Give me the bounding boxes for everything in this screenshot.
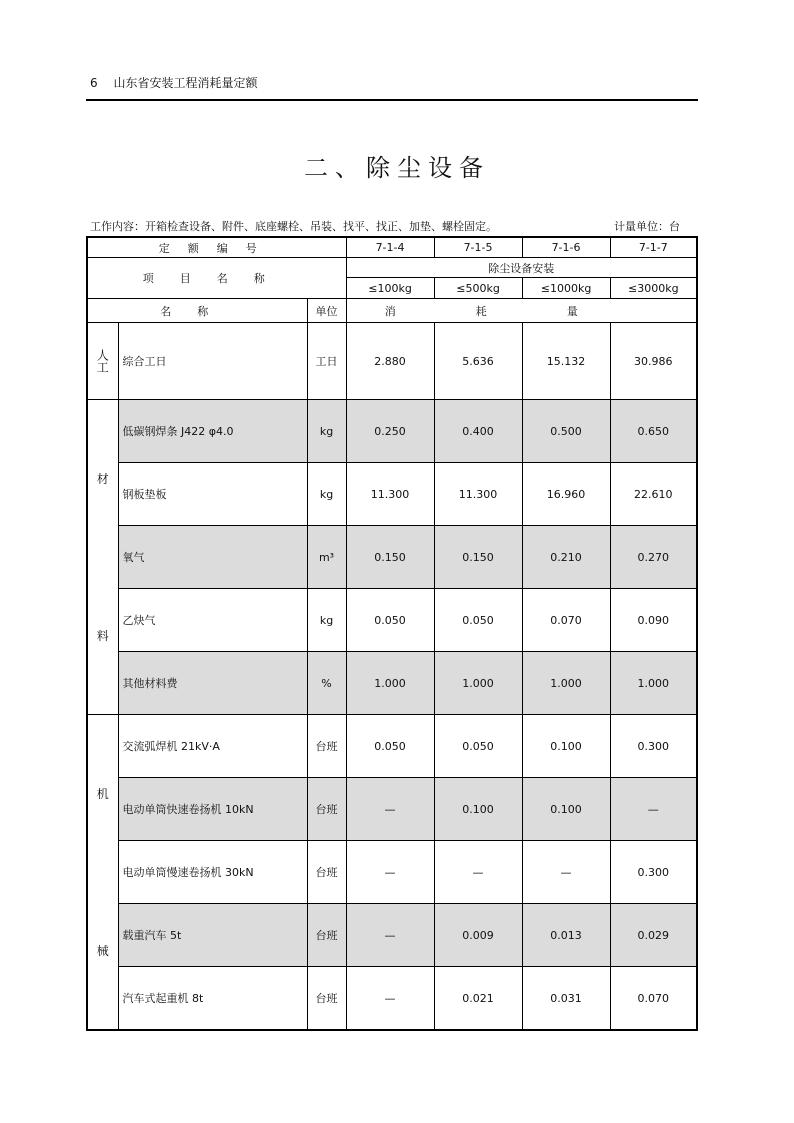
- value-cell: 0.050: [346, 715, 434, 778]
- value-cell: —: [346, 778, 434, 841]
- size-label: ≤1000kg: [522, 278, 610, 299]
- table-row: [87, 589, 697, 652]
- col-consumption: 消耗量: [346, 299, 697, 323]
- quota-number-label: 定额编号: [87, 237, 346, 258]
- item-unit: 台班: [307, 778, 346, 841]
- quota-table: [86, 236, 698, 1031]
- group-row: [87, 258, 697, 278]
- value-cell: 0.300: [610, 841, 697, 904]
- column-header-row: [87, 299, 697, 323]
- item-name: 交流弧焊机 21kV·A: [118, 715, 307, 778]
- value-cell: 0.650: [610, 400, 697, 463]
- value-cell: —: [610, 778, 697, 841]
- value-cell: 0.210: [522, 526, 610, 589]
- quota-number: 7-1-6: [522, 237, 610, 258]
- value-cell: 22.610: [610, 463, 697, 526]
- table-row: [87, 400, 697, 463]
- value-cell: —: [346, 904, 434, 967]
- item-unit: 台班: [307, 904, 346, 967]
- value-cell: 11.300: [346, 463, 434, 526]
- value-cell: 0.070: [522, 589, 610, 652]
- item-name: 电动单筒慢速卷扬机 30kN: [118, 841, 307, 904]
- item-name: 汽车式起重机 8t: [118, 967, 307, 1031]
- item-unit: 工日: [307, 323, 346, 400]
- value-cell: 0.500: [522, 400, 610, 463]
- category-machine: [87, 715, 118, 1031]
- work-content: 工作内容：开箱检查设备、附件、底座螺栓、吊装、找平、找正、加垫、螺栓固定。: [90, 220, 497, 233]
- item-name: 载重汽车 5t: [118, 904, 307, 967]
- category-machine-bottom: 械: [96, 944, 109, 958]
- value-cell: 0.021: [434, 967, 522, 1031]
- value-cell: 30.986: [610, 323, 697, 400]
- category-material-bottom: 料: [96, 629, 109, 643]
- value-cell: 2.880: [346, 323, 434, 400]
- group-label: 除尘设备安装: [346, 258, 697, 278]
- category-material-top: 材: [96, 472, 109, 486]
- value-cell: 0.100: [434, 778, 522, 841]
- unit-label: 计量单位：台: [614, 220, 680, 233]
- item-name: 低碳钢焊条 J422 φ4.0: [118, 400, 307, 463]
- value-cell: 0.050: [434, 715, 522, 778]
- item-name: 综合工日: [118, 323, 307, 400]
- table-row: [87, 778, 697, 841]
- item-name-label: 项目名称: [87, 258, 346, 299]
- value-cell: 0.100: [522, 715, 610, 778]
- table-row: [87, 463, 697, 526]
- col-unit: 单位: [307, 299, 346, 323]
- table-row: [87, 323, 697, 400]
- table-row: [87, 526, 697, 589]
- value-cell: 0.150: [346, 526, 434, 589]
- value-cell: 0.100: [522, 778, 610, 841]
- header-rule: [86, 99, 698, 101]
- size-label: ≤500kg: [434, 278, 522, 299]
- item-unit: 台班: [307, 967, 346, 1031]
- item-name: 电动单筒快速卷扬机 10kN: [118, 778, 307, 841]
- item-unit: 台班: [307, 841, 346, 904]
- size-label: ≤3000kg: [610, 278, 697, 299]
- value-cell: —: [346, 841, 434, 904]
- value-cell: 0.270: [610, 526, 697, 589]
- value-cell: 0.009: [434, 904, 522, 967]
- value-cell: 0.150: [434, 526, 522, 589]
- value-cell: 5.636: [434, 323, 522, 400]
- value-cell: 1.000: [522, 652, 610, 715]
- value-cell: 0.013: [522, 904, 610, 967]
- value-cell: 0.400: [434, 400, 522, 463]
- value-cell: 0.031: [522, 967, 610, 1031]
- page-number: 6: [90, 76, 98, 90]
- value-cell: 15.132: [522, 323, 610, 400]
- category-machine-top: 机: [96, 787, 109, 801]
- quota-number-row: [87, 237, 697, 258]
- value-cell: 16.960: [522, 463, 610, 526]
- item-unit: %: [307, 652, 346, 715]
- item-name: 钢板垫板: [118, 463, 307, 526]
- size-label: ≤100kg: [346, 278, 434, 299]
- value-cell: 0.300: [610, 715, 697, 778]
- value-cell: —: [346, 967, 434, 1031]
- category-labor: 人工: [87, 323, 118, 400]
- value-cell: 0.090: [610, 589, 697, 652]
- item-unit: m³: [307, 526, 346, 589]
- item-unit: kg: [307, 589, 346, 652]
- item-unit: kg: [307, 400, 346, 463]
- value-cell: 0.050: [434, 589, 522, 652]
- item-unit: 台班: [307, 715, 346, 778]
- value-cell: 1.000: [434, 652, 522, 715]
- book-title: 山东省安装工程消耗量定额: [113, 76, 258, 90]
- value-cell: 1.000: [610, 652, 697, 715]
- value-cell: 0.250: [346, 400, 434, 463]
- table-row: [87, 841, 697, 904]
- value-cell: 11.300: [434, 463, 522, 526]
- col-name: 名称: [87, 299, 307, 323]
- item-unit: kg: [307, 463, 346, 526]
- value-cell: 0.070: [610, 967, 697, 1031]
- quota-number: 7-1-4: [346, 237, 434, 258]
- item-name: 其他材料费: [118, 652, 307, 715]
- value-cell: 0.029: [610, 904, 697, 967]
- section-title: 二、除尘设备: [304, 154, 490, 182]
- category-material: [87, 400, 118, 715]
- item-name: 乙炔气: [118, 589, 307, 652]
- value-cell: —: [522, 841, 610, 904]
- quota-number: 7-1-7: [610, 237, 697, 258]
- table-row: [87, 652, 697, 715]
- value-cell: 0.050: [346, 589, 434, 652]
- table-row: [87, 904, 697, 967]
- value-cell: —: [434, 841, 522, 904]
- value-cell: 1.000: [346, 652, 434, 715]
- table-row: [87, 967, 697, 1031]
- page-header: [90, 74, 257, 91]
- table-row: [87, 715, 697, 778]
- item-name: 氧气: [118, 526, 307, 589]
- quota-number: 7-1-5: [434, 237, 522, 258]
